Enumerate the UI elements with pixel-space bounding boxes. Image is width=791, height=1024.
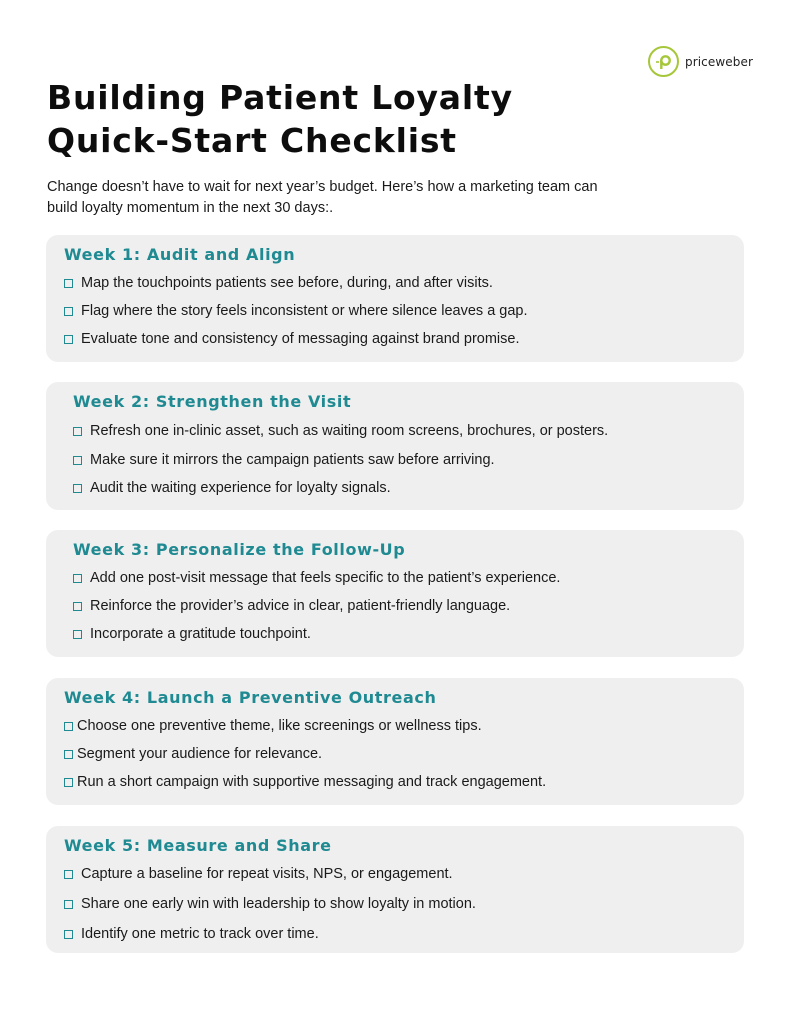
week-1-title: Week 1: Audit and Align [64,245,296,264]
checkbox-icon[interactable] [73,456,82,465]
checklist-item-text: Add one post-visit message that feels specific to the patient’s experience. [90,570,561,586]
brand-logo [648,46,753,77]
checklist-item[interactable] [64,926,319,942]
checkbox-icon[interactable] [73,427,82,436]
checklist-item[interactable] [73,423,608,439]
checklist-item-text: Map the touchpoints patients see before, during, and after visits. [81,275,493,291]
checklist-item[interactable] [64,746,322,762]
checklist-item[interactable] [64,896,476,912]
checklist-item[interactable] [73,570,560,586]
checkbox-icon[interactable] [64,307,73,316]
checklist-item[interactable] [64,303,528,319]
week-4-title: Week 4: Launch a Preventive Outreach [64,688,437,707]
week-3-card [46,530,744,657]
checkbox-icon[interactable] [64,778,73,787]
week-4-card [46,678,744,805]
checklist-item-text: Reinforce the provider’s advice in clear, patient-friendly language. [90,598,511,614]
checkbox-icon[interactable] [64,930,73,939]
checklist-item[interactable] [64,774,546,790]
title-line-1: Building Patient Loyalty [47,78,513,117]
checklist-item-text: Capture a baseline for repeat visits, NPS, or engagement. [81,866,453,882]
week-2-title: Week 2: Strengthen the Visit [73,392,352,411]
checkbox-icon[interactable] [73,602,82,611]
checklist-item-text: Incorporate a gratitude touchpoint. [90,626,311,642]
checkbox-icon[interactable] [64,335,73,344]
checklist-item-text: Run a short campaign with supportive messaging and track engagement. [77,774,547,790]
checkbox-icon[interactable] [64,722,73,731]
priceweber-logo-icon [648,46,679,77]
checklist-item-text: Evaluate tone and consistency of messaging against brand promise. [81,331,520,347]
checklist-item-text: Make sure it mirrors the campaign patients saw before arriving. [90,452,495,468]
checklist-item[interactable] [73,452,495,468]
checklist-item[interactable] [64,275,493,291]
checklist-item-text: Identify one metric to track over time. [81,926,319,942]
checklist-item-text: Share one early win with leadership to show loyalty in motion. [81,896,476,912]
checkbox-icon[interactable] [64,870,73,879]
checkbox-icon[interactable] [64,279,73,288]
checklist-item[interactable] [64,331,519,347]
week-5-card [46,826,744,953]
checklist-item-text: Flag where the story feels inconsistent or where silence leaves a gap. [81,303,528,319]
checklist-item-text: Segment your audience for relevance. [77,746,323,762]
intro-line-1: Change doesn’t have to wait for next year’s budget. Here’s how a marketing team can [47,179,598,195]
intro-line-2: build loyalty momentum in the next 30 days:. [47,200,334,216]
checkbox-icon[interactable] [73,574,82,583]
checkbox-icon[interactable] [73,484,82,493]
week-3-title: Week 3: Personalize the Follow-Up [73,540,406,559]
checklist-item[interactable] [64,866,453,882]
checkbox-icon[interactable] [64,750,73,759]
brand-name: priceweber [685,54,753,69]
checkbox-icon[interactable] [73,630,82,639]
title-line-2: Quick-Start Checklist [47,121,457,160]
checkbox-icon[interactable] [64,900,73,909]
week-5-title: Week 5: Measure and Share [64,836,332,855]
checklist-item[interactable] [64,718,482,734]
page-title [47,76,513,162]
week-2-card [46,382,744,510]
checklist-item[interactable] [73,480,391,496]
checklist-item-text: Refresh one in-clinic asset, such as waiting room screens, brochures, or posters. [90,423,609,439]
checklist-item[interactable] [73,598,510,614]
checklist-item-text: Audit the waiting experience for loyalty signals. [90,480,391,496]
intro-text [47,177,687,219]
checklist-item-text: Choose one preventive theme, like screenings or wellness tips. [77,718,482,734]
week-1-card [46,235,744,362]
checklist-item[interactable] [73,626,311,642]
